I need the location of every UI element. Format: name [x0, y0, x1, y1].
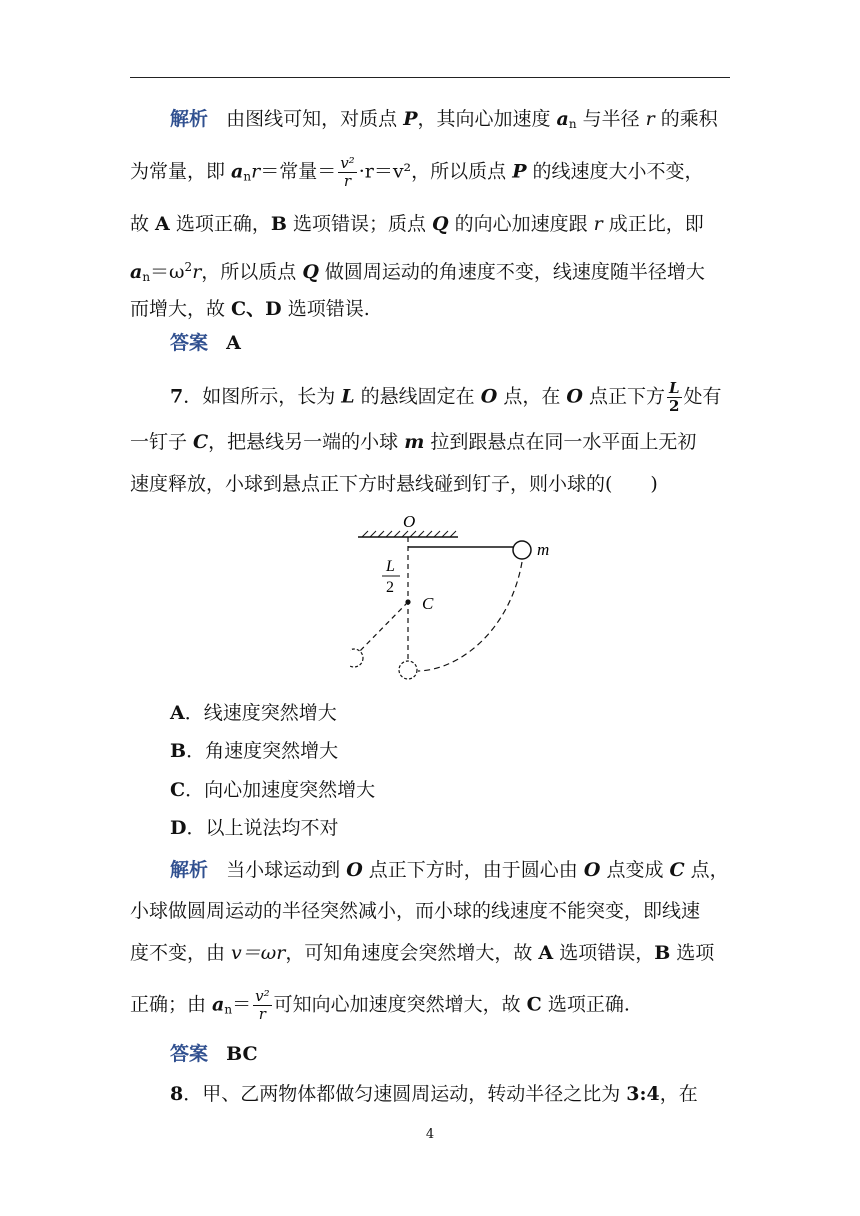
page-number: 4 [425, 1127, 435, 1142]
solution7-line2: 小球做圆周运动的半径突然减小，而小球的线速度不能突变，即线速 [130, 900, 701, 922]
solution7-line3: 度不变，由 v＝ωr，可知角速度会突然增大，故 A 选项错误，B 选项 [130, 942, 715, 964]
solution6-line1: 解析 由图线可知，对质点 P，其向心加速度 $a_n$ 与半径 r 的乘积 [170, 108, 718, 131]
option-c: C．向心加速度突然增大 [170, 779, 376, 801]
solution6-line5: 而增大，故 C、D 选项错误. [130, 298, 370, 320]
fraction: $\frac{L}{2}$ [669, 379, 680, 415]
label-m: m [537, 540, 550, 559]
label-C: C [422, 594, 434, 613]
solution6-line3: 故 A 选项正确，B 选项错误；质点 Q 的向心加速度跟 r 成正比，即 [130, 213, 704, 235]
option-a: A．线速度突然增大 [170, 702, 337, 724]
fraction: $\frac{\text{v²}}{r}$ [255, 987, 270, 1023]
question7-line1: 7．如图所示，长为 L 的悬线固定在 O 点，在 O 点正下方 $\frac{L}{2}$ 处有 [170, 379, 722, 415]
question8-number: 8 [170, 1083, 184, 1105]
ball-m [513, 541, 531, 559]
question7-line2: 一钉子 C，把悬线另一端的小球 m 拉到跟悬点在同一水平面上无初 [130, 431, 697, 453]
label-L: L [386, 558, 395, 575]
trajectory-arc [418, 562, 522, 671]
solution7-line1: 解析 当小球运动到 O 点正下方时，由于圆心由 O 点变成 C 点， [170, 859, 729, 881]
answer7-line [170, 1041, 730, 1067]
answer-label: 答案 [170, 332, 209, 354]
label-2: 2 [386, 579, 394, 596]
analysis-label: 解析 [170, 108, 209, 130]
label-O: O [403, 512, 416, 531]
header-rule [130, 77, 730, 78]
ball-bottom-dashed [399, 661, 417, 679]
solution6-line2: 为常量，即 $a_nr=$常量＝ $\frac{\text{v²}}{r}$ ·r＝v²，所以质点 P 的线速度大小不变， [130, 154, 704, 190]
ball-left-dashed [350, 649, 363, 667]
solution7-line4: 正确；由 $a_n=$ $\frac{\text{v²}}{r}$ 可知向心加速度突然增大，故 C 选项正确. [130, 987, 630, 1023]
option-b: B．角速度突然增大 [170, 740, 339, 762]
answer-label: 答案 [170, 1043, 209, 1065]
question7-line3: 速度释放，小球到悬点正下方时悬线碰到钉子，则小球的( ) [130, 473, 658, 495]
pendulum-figure [350, 510, 570, 690]
solution6-line4: $a_n=\omega^2r$，所以质点 Q 做圆周运动的角速度不变，线速度随半径增大 [130, 260, 705, 284]
answer6-value: A [226, 332, 241, 354]
ceiling-hatching [362, 531, 456, 537]
fraction: $\frac{\text{v²}}{r}$ [340, 154, 355, 190]
question8-line1: 8．甲、乙两物体都做匀速圆周运动，转动半径之比为 3:4，在 [170, 1083, 698, 1105]
string-to-nail-dashed [357, 602, 408, 654]
analysis-label: 解析 [170, 859, 209, 881]
option-d: D．以上说法均不对 [170, 817, 339, 839]
answer7-value: BC [226, 1043, 258, 1065]
answer6-line [170, 330, 730, 356]
question7-number: 7 [170, 385, 184, 408]
